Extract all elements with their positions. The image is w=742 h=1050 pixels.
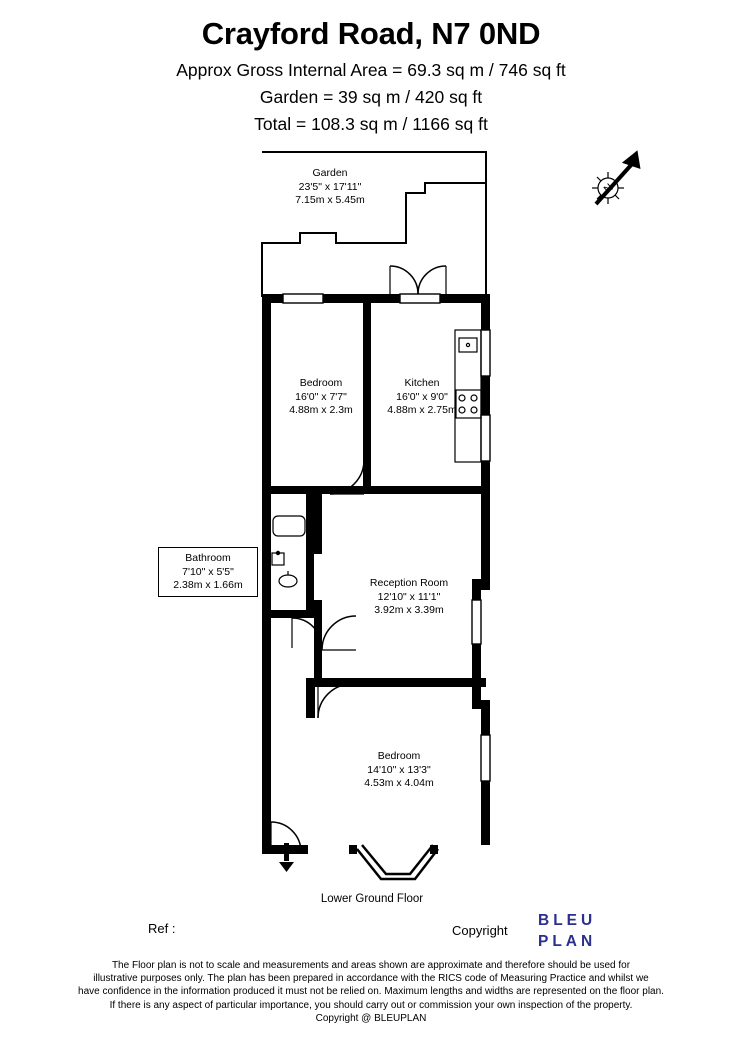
area-line-internal: Approx Gross Internal Area = 69.3 sq m / 746 sq ft	[176, 60, 566, 80]
room-dims-metric: 4.53m x 4.04m	[364, 777, 434, 789]
brand-line-2: PLAN	[538, 933, 597, 950]
room-name: Reception Room	[369, 577, 449, 589]
room-name: Garden	[312, 167, 348, 179]
room-dims-imperial: 16'0" x 9'0"	[396, 390, 448, 403]
room-label-kitchen	[370, 377, 474, 418]
room-dims-metric: 4.88m x 2.75m	[387, 404, 457, 416]
room-label-bedroom-rear	[262, 377, 380, 418]
disclaimer-text	[0, 959, 742, 1025]
room-dims-imperial: 23'5" x 17'11"	[298, 180, 362, 193]
north-compass-icon	[566, 142, 656, 232]
page-title: Crayford Road, N7 0ND	[201, 16, 541, 51]
room-name: Bedroom	[377, 750, 421, 762]
disclaimer-line: Copyright @ BLEUPLAN	[315, 1012, 427, 1024]
room-label-bathroom	[160, 552, 256, 593]
disclaimer-line: illustrative purposes only. The plan has been prepared in accordance with the RICS code of Measuring Practice and whilst we	[93, 973, 649, 985]
bay-window	[357, 845, 438, 879]
ref-label: Ref :	[148, 921, 176, 936]
room-dims-metric: 7.15m x 5.45m	[295, 194, 365, 206]
disclaimer-line: If there is any aspect of particular importance, you should carry out or commission your own inspection of the property.	[109, 999, 633, 1011]
room-dims-metric: 4.88m x 2.3m	[289, 404, 353, 416]
area-line-total: Total = 108.3 sq m / 1166 sq ft	[254, 114, 488, 134]
room-name: Bathroom	[185, 552, 231, 564]
room-name: Kitchen	[404, 377, 440, 389]
room-label-bedroom-front	[340, 750, 458, 791]
room-dims-imperial: 12'10" x 11'1"	[377, 590, 441, 603]
floor-caption: Lower Ground Floor	[320, 893, 424, 905]
room-dims-metric: 3.92m x 3.39m	[374, 604, 444, 616]
room-dims-imperial: 7'10" x 5'5"	[182, 565, 234, 578]
area-line-garden: Garden = 39 sq m / 420 sq ft	[259, 87, 483, 107]
copyright-label: Copyright	[452, 923, 508, 938]
room-dims-metric: 2.38m x 1.66m	[173, 579, 243, 591]
disclaimer-line: The Floor plan is not to scale and measurements and areas shown are approximate and therefore should be used for	[111, 960, 631, 971]
room-label-garden	[262, 167, 398, 208]
brand-line-1: BLEU	[538, 912, 597, 929]
room-dims-imperial: 14'10" x 13'3"	[367, 763, 431, 776]
bathroom-fixtures	[272, 516, 305, 587]
brand-logo	[538, 910, 658, 952]
room-name: Bedroom	[299, 377, 343, 389]
room-dims-imperial: 16'0" x 7'7"	[295, 390, 347, 403]
compass-north-label: N	[601, 181, 616, 196]
disclaimer-line: have confidence in the information produced it must not be relied on. Maximum lengths and widths are represented on the floor plan.	[78, 986, 664, 998]
room-label-reception	[350, 577, 468, 618]
